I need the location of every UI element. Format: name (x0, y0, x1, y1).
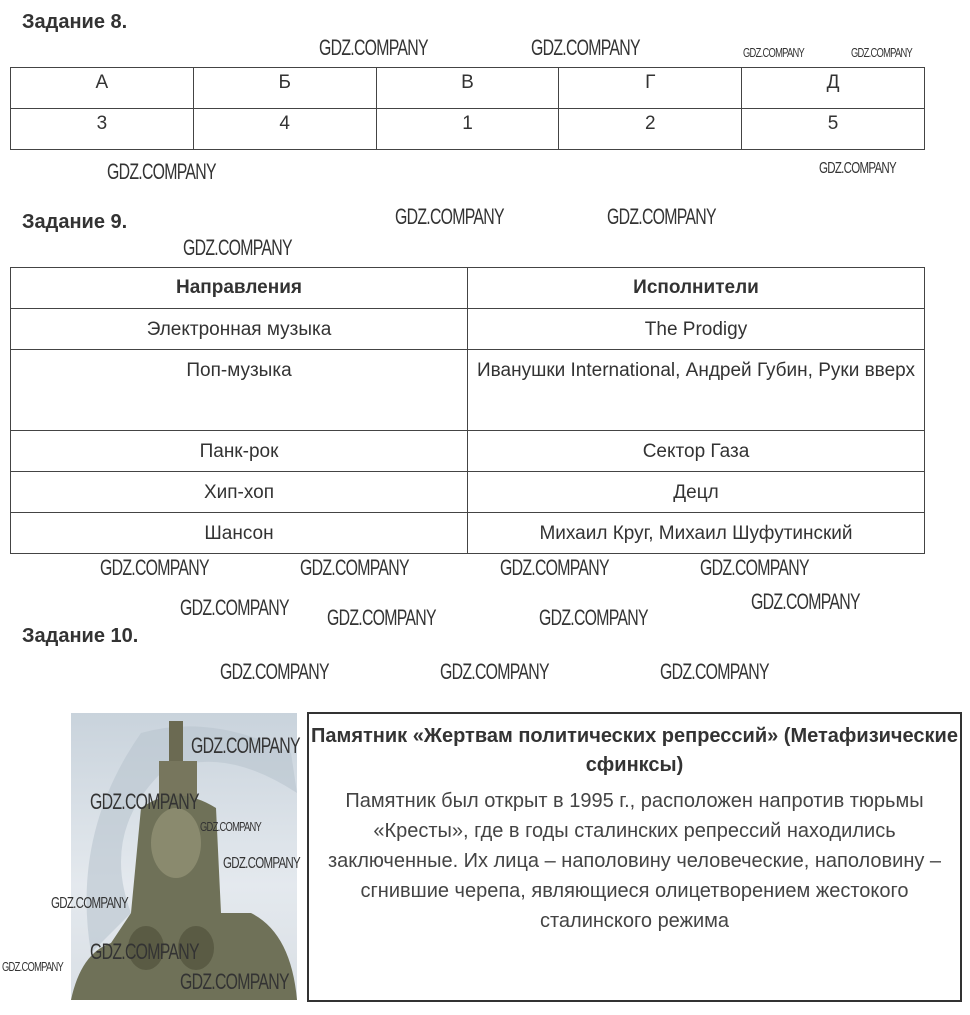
watermark: GDZ.COMPANY (220, 659, 329, 684)
watermark: GDZ.COMPANY (319, 35, 428, 60)
watermark: GDZ.COMPANY (500, 555, 609, 580)
watermark: GDZ.COMPANY (51, 895, 128, 912)
watermark: GDZ.COMPANY (531, 35, 640, 60)
monument-info-box (307, 712, 962, 1002)
header-cell: В (376, 68, 559, 109)
watermark: GDZ.COMPANY (395, 204, 504, 229)
genre-cell: Шансон (11, 513, 468, 554)
task10-title: Задание 10. (22, 625, 139, 647)
watermark: GDZ.COMPANY (107, 159, 216, 184)
watermark: GDZ.COMPANY (300, 555, 409, 580)
watermark: GDZ.COMPANY (183, 235, 292, 260)
table-row (11, 472, 925, 513)
watermark: GDZ.COMPANY (607, 204, 716, 229)
task8-title: Задание 8. (22, 11, 128, 33)
watermark: GDZ.COMPANY (327, 605, 436, 630)
watermark: GDZ.COMPANY (440, 659, 549, 684)
answer-cell: 2 (559, 109, 742, 150)
task9-table (10, 267, 925, 554)
artist-cell: Иванушки International, Андрей Губин, Руки вверх (468, 350, 925, 431)
artist-cell: Сектор Газа (468, 431, 925, 472)
genre-cell: Поп-музыка (11, 350, 468, 431)
watermark: GDZ.COMPANY (191, 733, 300, 758)
watermark: GDZ.COMPANY (180, 969, 289, 994)
watermark: GDZ.COMPANY (90, 939, 199, 964)
artist-cell: Михаил Круг, Михаил Шуфутинский (468, 513, 925, 554)
answer-cell: 3 (11, 109, 194, 150)
genre-cell: Электронная музыка (11, 309, 468, 350)
header-cell: Г (559, 68, 742, 109)
table-row (11, 350, 925, 431)
watermark: GDZ.COMPANY (700, 555, 809, 580)
header-cell: Исполнители (468, 268, 925, 309)
watermark: GDZ.COMPANY (100, 555, 209, 580)
answer-cell: 1 (376, 109, 559, 150)
genre-cell: Хип-хоп (11, 472, 468, 513)
monument-description: Памятник был открыт в 1995 г., расположен напротив тюрьмы «Кресты», где в годы сталинских репрессий находились заключенные. Их лица – наполовину человеческие, наполовину – сгнившие черепа, являющиеся олицетворением жестокого сталинского режима (327, 790, 942, 932)
genre-cell: Панк-рок (11, 431, 468, 472)
table-row (11, 309, 925, 350)
header-cell: Б (193, 68, 376, 109)
watermark: GDZ.COMPANY (180, 595, 289, 620)
table-row (11, 431, 925, 472)
task9-title: Задание 9. (22, 211, 128, 233)
header-cell: А (11, 68, 194, 109)
answer-cell: 4 (193, 109, 376, 150)
watermark: GDZ.COMPANY (851, 45, 913, 60)
watermark: GDZ.COMPANY (200, 819, 262, 834)
watermark: GDZ.COMPANY (2, 959, 64, 974)
watermark: GDZ.COMPANY (660, 659, 769, 684)
watermark: GDZ.COMPANY (751, 589, 860, 614)
watermark: GDZ.COMPANY (743, 45, 805, 60)
watermark: GDZ.COMPANY (90, 789, 199, 814)
watermark: GDZ.COMPANY (223, 855, 300, 872)
artist-cell: Децл (468, 472, 925, 513)
answer-cell: 5 (742, 109, 925, 150)
task8-table (10, 67, 925, 150)
monument-title: Памятник «Жертвам политических репрессий» (Метафизические сфинксы) (311, 725, 958, 776)
table-row (11, 513, 925, 554)
artist-cell: The Prodigy (468, 309, 925, 350)
watermark: GDZ.COMPANY (819, 160, 896, 177)
header-cell: Д (742, 68, 925, 109)
header-cell: Направления (11, 268, 468, 309)
watermark: GDZ.COMPANY (539, 605, 648, 630)
